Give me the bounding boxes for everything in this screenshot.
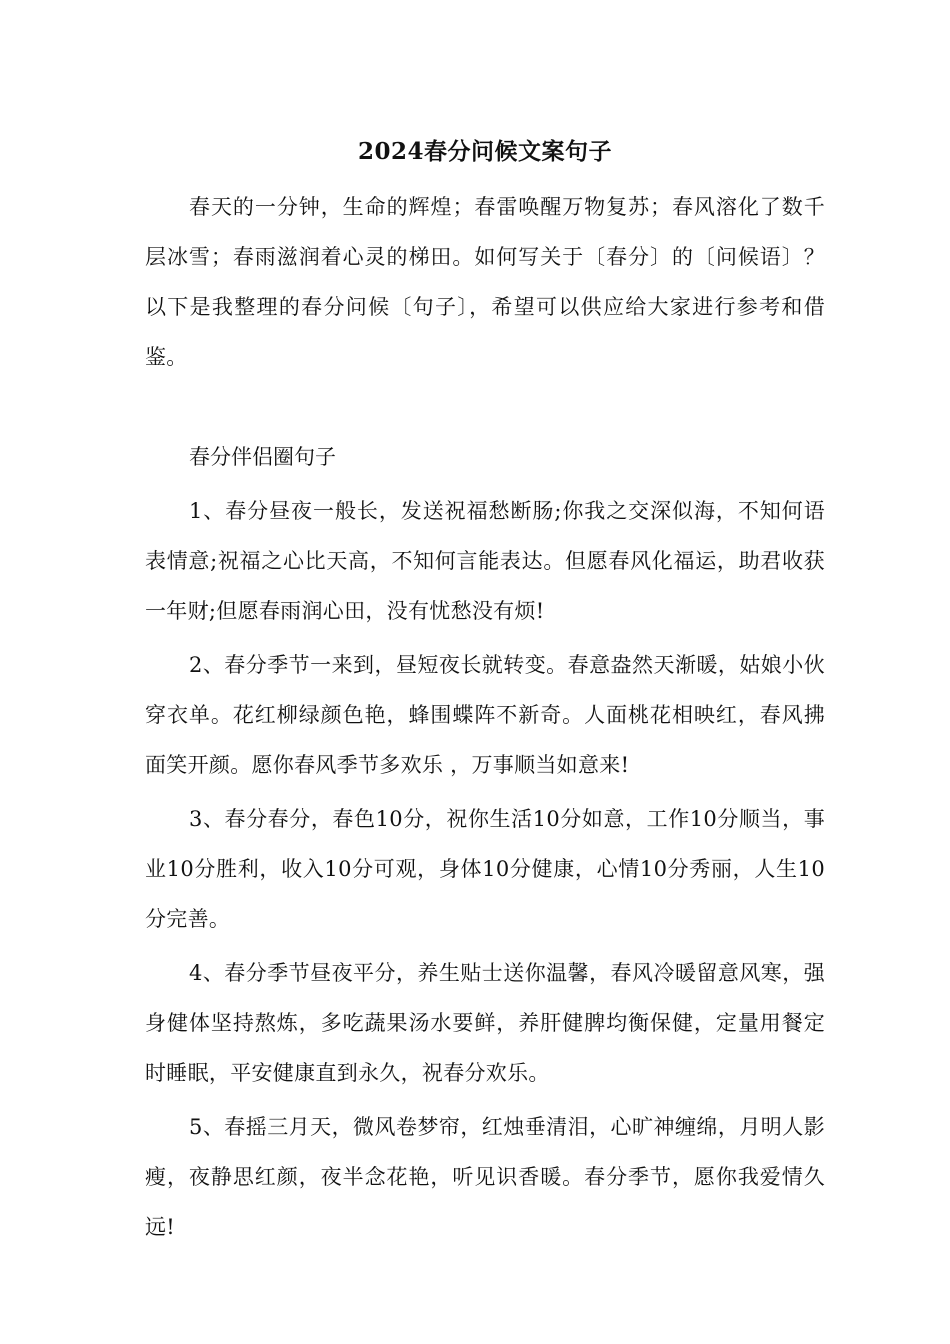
list-item-1: 1、春分昼夜一般长，发送祝福愁断肠;你我之交深似海，不知何语表情意;祝福之心比天高，不知何言能表达。但愿春风化福运，助君收获一年财;但愿春雨润心田，没有忧愁没有烦! (145, 499, 825, 623)
document-title: 2024春分问候文案句子 (357, 138, 612, 165)
list-item-5: 5、春摇三月天，微风卷梦帘，红烛垂清泪，心旷神缠绵，月明人影瘦，夜静思红颜，夜半念花艳，听见识香暖。春分季节，愿你我爱情久远! (145, 1115, 825, 1239)
intro-paragraph: 春天的一分钟，生命的辉煌；春雷唤醒万物复苏；春风溶化了数千层冰雪；春雨滋润着心灵的梯田。如何写关于〔春分〕的〔问候语〕？ 以下是我整理的春分问候〔句子〕，希望可以供应给大家进行参考和借鉴。 (145, 195, 825, 369)
document-page (145, 128, 825, 1252)
list-item-2: 2、春分季节一来到，昼短夜长就转变。春意盎然天渐暖，姑娘小伙穿衣单。花红柳绿颜色艳，蜂围蝶阵不新奇。人面桃花相映红，春风拂面笑开颜。愿你春风季节多欢乐 ，万事顺当如意来! (145, 653, 825, 777)
section-heading: 春分伴侣圈句子 (189, 445, 336, 469)
list-item-3: 3、春分春分，春色10分，祝你生活10分如意，工作10分顺当，事业10分胜利，收入10分可观，身体10分健康，心情10分秀丽，人生10分完善。 (145, 807, 825, 931)
list-item-4: 4、春分季节昼夜平分，养生贴士送你温馨，春风冷暖留意风寒，强身健体坚持熬炼，多吃蔬果汤水要鲜，养肝健脾均衡保健，定量用餐定时睡眠，平安健康直到永久，祝春分欢乐。 (145, 961, 825, 1085)
